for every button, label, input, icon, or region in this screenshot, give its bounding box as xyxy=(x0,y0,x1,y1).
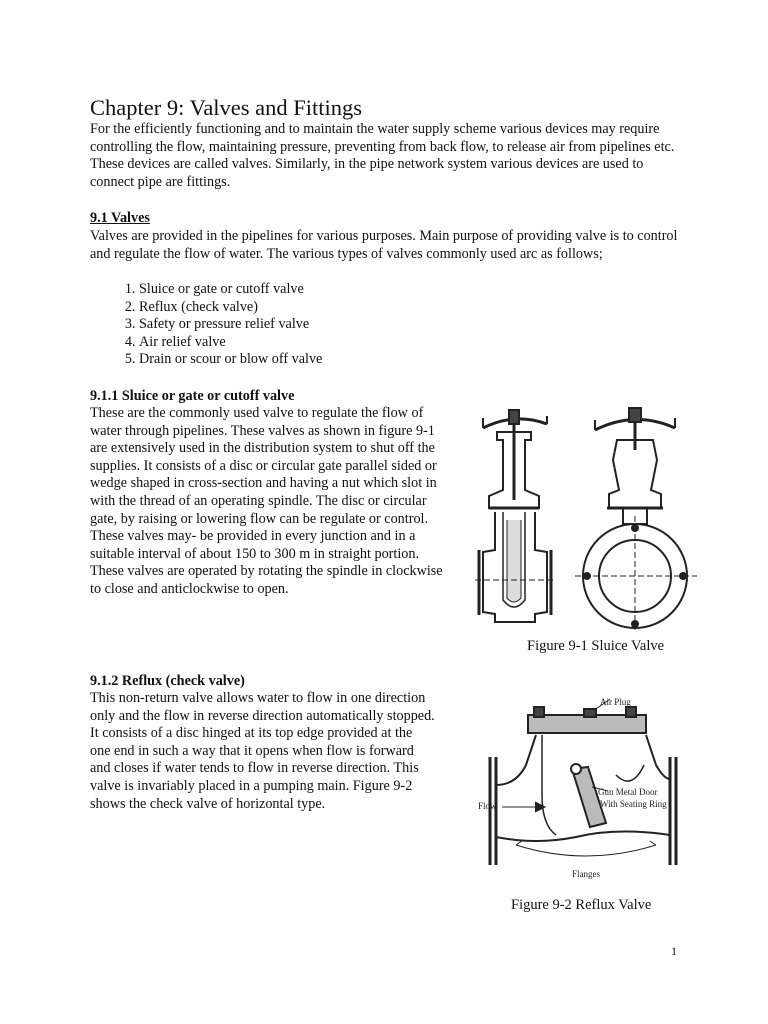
section-heading-sluice: 9.1.1 Sluice or gate or cutoff valve xyxy=(90,388,295,404)
section-heading-reflux: 9.1.2 Reflux (check valve) xyxy=(90,673,245,689)
flow-label: Flow xyxy=(478,801,497,811)
list-item: 2. Reflux (check valve) xyxy=(139,299,322,317)
door-label: Gun Metal Door xyxy=(598,787,658,797)
list-item: 4. Air relief valve xyxy=(139,334,322,352)
air-plug-label: Air Plug xyxy=(600,697,631,707)
flanges-label: Flanges xyxy=(572,869,600,879)
valve-types-list xyxy=(90,281,322,369)
intro-paragraph: For the efficiently functioning and to maintain the water supply scheme various devices may require controlling the flow, maintaining pressure, preventing from back flow, to release air from pipelines etc. These devices are called valves. Similarly, in the pipe network system various devices are used to connect pipe are fittings. xyxy=(90,121,675,190)
page-number: 1 xyxy=(671,944,677,958)
reflux-valve-figure xyxy=(476,695,686,885)
section-heading-valves: 9.1 Valves xyxy=(90,210,150,226)
list-item: 3. Safety or pressure relief valve xyxy=(139,316,322,334)
valves-paragraph: Valves are provided in the pipelines for various purposes. Main purpose of providing valve is to control and regulate the flow of water. The various types of valves commonly used arc as follows; xyxy=(90,228,678,262)
list-item: 5. Drain or scour or blow off valve xyxy=(139,351,322,369)
sluice-paragraph: These are the commonly used valve to regulate the flow of water through pipelines. These valves as shown in figure 9-1 are extensively used in the distribution system to shut off the supplies. It consists of a disc or circular gate parallel sided or wedge shaped in cross-section and having a nut which slot in with the thread of an operating spindle. The disc or circular gate, by raising or lowering flow can be regulate or control. These valves may- be provided in every junction and in a suitable interval of about 150 to 300 m in straight portion. These valves are operated by rotating the spindle in clockwise to close and anticlockwise to open. xyxy=(90,405,443,597)
list-item: 1. Sluice or gate or cutoff valve xyxy=(139,281,322,299)
sluice-valve-figure xyxy=(475,400,765,632)
figure-9-2-caption: Figure 9-2 Reflux Valve xyxy=(511,897,652,913)
chapter-title: Chapter 9: Valves and Fittings xyxy=(90,95,363,120)
figure-9-1-caption: Figure 9-1 Sluice Valve xyxy=(527,638,665,654)
reflux-paragraph: This non-return valve allows water to flow in one direction only and the flow in reverse direction automatically stopped. It consists of a disc hinged at its top edge provided at the one end in such a way that it opens when flow is forward and closes if water tends to flow in reverse direction. This valve is invariably placed in a pumping main. Figure 9-2 shows the check valve of horizontal type. xyxy=(90,690,435,812)
seating-ring-label: With Seating Ring xyxy=(600,799,667,809)
